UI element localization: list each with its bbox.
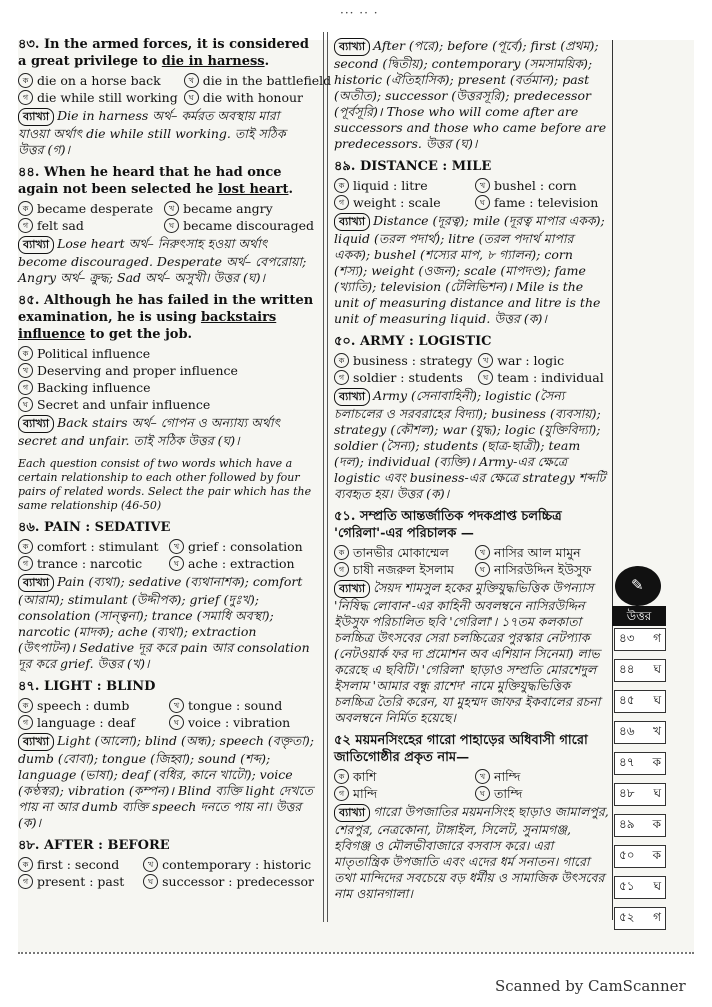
- option: [475, 194, 610, 211]
- question-text: LIGHT : BLIND: [43, 679, 156, 694]
- option-text: নাসিরউদ্দিন ইউসুফ: [494, 562, 592, 577]
- option: [475, 561, 610, 578]
- answer-key-answer: গ: [653, 909, 661, 924]
- option-marker: খ: [184, 73, 199, 88]
- option-text: business : strategy: [353, 353, 473, 368]
- option-text: কাশি: [353, 769, 377, 784]
- explanation-49: [334, 213, 610, 327]
- options-44: [18, 200, 314, 234]
- option-text: trance : narcotic: [37, 556, 143, 571]
- answer-key-answer: ঘ: [653, 661, 661, 676]
- explanation-text: Distance (দূরত্ব); mile (দূরত্ব মাপার একক); liquid (তরল পদার্থ); litre (তরল পদার্থ মাপার একক); bushel (শস্যের মাপ, ৮ গ্যালন); corn (শস্য); weight (ওজন); scale (মাপদণ্ড); fame (খ্যাতি); television (টেলিভিশন)। Mile is the unit of measuring distance and litre is the unit of measuring liquid. উত্তর (ক)।: [334, 213, 605, 326]
- question-45: [18, 292, 314, 343]
- answer-key-question: ৫১: [619, 878, 635, 893]
- answer-key-answer: ক: [652, 847, 661, 862]
- option-marker: ঘ: [143, 874, 158, 889]
- option: [18, 89, 178, 106]
- option: [143, 873, 314, 890]
- options-51: [334, 544, 610, 578]
- answer-key-answer: ঘ: [653, 692, 661, 707]
- option-marker: ঘ: [475, 786, 490, 801]
- option-marker: ক: [18, 857, 33, 872]
- option: [18, 217, 158, 234]
- option-marker: ক: [334, 769, 349, 784]
- page-header-strip: ··· ·· ·: [340, 6, 379, 20]
- answer-key-row: [614, 845, 666, 868]
- option: [334, 785, 469, 802]
- option-marker: ক: [18, 346, 33, 361]
- right-column: [334, 36, 610, 908]
- question-text: When he heard that he had once again not been selected he: [18, 165, 282, 197]
- explanation-tag: ব্যাখ্যা: [18, 415, 54, 433]
- answer-key-row: [614, 814, 666, 837]
- option: [18, 396, 314, 413]
- option-text: became desperate: [37, 201, 154, 216]
- answer-key-answer: ঘ: [653, 878, 661, 893]
- option-marker: খ: [143, 857, 158, 872]
- option-text: voice : vibration: [188, 715, 291, 730]
- option: [334, 369, 472, 386]
- option: [478, 369, 610, 386]
- answer-key-question: ৪৭: [619, 754, 635, 769]
- question-number: ৫১.: [334, 509, 356, 524]
- option-text: felt sad: [37, 218, 84, 233]
- option: [18, 697, 163, 714]
- option: [18, 72, 178, 89]
- answer-key-question: ৪৮: [619, 785, 635, 800]
- question-text: ময়মনসিংহের গারো পাহাড়ের অধিবাসী গারো জাতিগোষ্ঠীর প্রকৃত নাম—: [334, 733, 588, 765]
- option: [169, 697, 314, 714]
- answer-key-row: [614, 659, 666, 682]
- option-marker: ঘ: [169, 715, 184, 730]
- option-text: ache : extraction: [188, 556, 295, 571]
- option: [18, 345, 314, 362]
- explanation-text: Light (আলো); blind (অন্ধ); speech (বক্তৃতা); dumb (বোবা); tongue (জিহ্বা); sound (শব্দ); language (ভাষা); deaf (বধির, কানে খাটো); voice (কণ্ঠস্বর); vibration (কম্পন)। Blind ব্যক্তি light দেখতে পায় না আর dumb ব্যক্তি speech দনতে পায় না। উত্তর (ক)।: [18, 733, 314, 830]
- option-text: first : second: [37, 857, 120, 872]
- option-text: speech : dumb: [37, 698, 130, 713]
- question-number: ৪৭.: [18, 679, 40, 694]
- explanation-tag: ব্যাখ্যা: [334, 804, 370, 822]
- option-marker: ঘ: [18, 397, 33, 412]
- answer-key-row: [614, 876, 666, 899]
- explanation-text: Back stairs অর্থ– গোপন ও অন্যায্য অর্থাৎ secret and unfair. তাই সঠিক উত্তর (ঘ)।: [18, 415, 281, 448]
- explanation-tag: ব্যাখ্যা: [18, 733, 54, 751]
- option-marker: গ: [334, 786, 349, 801]
- question-number: ৪৪.: [18, 165, 40, 180]
- explanation-52: [334, 804, 610, 902]
- option-text: fame : television: [494, 195, 599, 210]
- option-text: নাসির আল মামুন: [494, 545, 581, 560]
- option: [18, 200, 158, 217]
- underlined-phrase: lost heart: [217, 182, 289, 197]
- option-marker: ক: [18, 73, 33, 88]
- question-number: ৪৬.: [18, 520, 40, 535]
- option-text: Deserving and proper influence: [37, 363, 238, 378]
- option-marker: ক: [18, 698, 33, 713]
- option: [475, 768, 610, 785]
- option-text: grief : consolation: [188, 539, 303, 554]
- option-marker: খ: [18, 363, 33, 378]
- options-49: [334, 177, 610, 211]
- answer-key-question: ৪৫: [619, 692, 635, 707]
- explanation-44: [18, 236, 314, 286]
- question-47: [18, 678, 314, 695]
- option-marker: ঘ: [475, 562, 490, 577]
- option: [18, 873, 137, 890]
- explanation-tag: ব্যাখ্যা: [334, 213, 370, 231]
- question-number: ৪৯.: [334, 159, 356, 174]
- answer-key-row: [614, 690, 666, 713]
- option: [334, 177, 469, 194]
- option-text: tongue : sound: [188, 698, 283, 713]
- answer-key-answer: ক: [652, 816, 661, 831]
- option-marker: গ: [334, 370, 349, 385]
- option-marker: গ: [18, 715, 33, 730]
- option-text: present : past: [37, 874, 125, 889]
- option-text: contemporary : historic: [162, 857, 312, 872]
- option-text: মান্দি: [353, 786, 378, 801]
- answer-key-question: ৫২: [619, 909, 635, 924]
- left-column: [18, 36, 332, 891]
- option-marker: গ: [18, 380, 33, 395]
- options-43: [18, 72, 332, 106]
- option: [18, 538, 163, 555]
- option: [475, 544, 610, 561]
- option: [169, 714, 314, 731]
- option-marker: ক: [18, 539, 33, 554]
- explanation-text: After (পরে); before (পূর্বে); first (প্রথম); second (দ্বিতীয়); contemporary (সমসাময়িক); historic (ঐতিহাসিক); present (বর্তমান); past (অতীত); successor (উত্তরসূরি); predecessor (পূর্বসূরি)। Those who will come after are successors and those who came before are predecessors. উত্তর (ঘ)।: [334, 38, 607, 151]
- question-text: Although he has failed in the written examination, he is using: [18, 293, 314, 325]
- question-number: ৪৮.: [18, 838, 40, 853]
- option-text: language : deaf: [37, 715, 136, 730]
- question-text: AFTER : BEFORE: [43, 838, 170, 853]
- option: [334, 768, 469, 785]
- question-48: [18, 837, 314, 854]
- option-marker: খ: [169, 539, 184, 554]
- answer-key-row: [614, 907, 666, 930]
- option-marker: গ: [334, 562, 349, 577]
- answer-key-answer: ক: [652, 754, 661, 769]
- underlined-phrase: backstairs influence: [18, 310, 277, 342]
- option-text: Secret and unfair influence: [37, 397, 211, 412]
- option-text: bushel : corn: [494, 178, 577, 193]
- answer-key-row: [614, 721, 666, 744]
- explanation-51: [334, 580, 610, 726]
- option-text: die with honour: [202, 90, 304, 105]
- question-text: DISTANCE : MILE: [359, 159, 492, 174]
- option-text: die while still working: [37, 90, 178, 105]
- answer-key-answer: গ: [653, 630, 661, 645]
- explanation-43: [18, 108, 314, 158]
- option: [334, 544, 469, 561]
- option-text: liquid : litre: [353, 178, 428, 193]
- question-50: [334, 333, 610, 350]
- option-marker: খ: [478, 353, 493, 368]
- explanation-text: Pain (ব্যথা); sedative (ব্যথানাশক); comfort (আরাম); stimulant (উদ্দীপক); grief (দুঃখ); consolation (সান্ত্বনা); trance (সমাধি অবস্থা); narcotic (মাদক); ache (ব্যথা); extraction (উৎপাটন)। Sedative দূর করে pain আর consolation দূর করে grief. উত্তর (খ)।: [18, 574, 310, 671]
- explanation-tag: ব্যাখ্যা: [334, 580, 370, 598]
- answer-key-question: ৪৬: [619, 723, 635, 738]
- option: [475, 785, 610, 802]
- option: [18, 856, 137, 873]
- option-text: তাম্দি: [494, 786, 523, 801]
- underlined-phrase: die in harness: [161, 54, 265, 69]
- option: [18, 379, 314, 396]
- option: [334, 352, 472, 369]
- option-text: die in the battlefield: [202, 73, 332, 88]
- scanner-watermark: Scanned by CamScanner: [495, 977, 686, 995]
- answer-key-question: ৪৩: [619, 630, 635, 645]
- answer-key-row: [614, 783, 666, 806]
- option-marker: খ: [475, 545, 490, 560]
- options-47: [18, 697, 314, 731]
- options-48: [18, 856, 314, 890]
- answer-key-question: ৪৪: [619, 661, 635, 676]
- question-52: [334, 732, 610, 766]
- question-number: ৫২: [334, 733, 351, 748]
- option-marker: গ: [334, 195, 349, 210]
- option: [334, 561, 469, 578]
- option-text: became discouraged: [183, 218, 314, 233]
- answer-key-question: ৫০: [619, 847, 635, 862]
- option-marker: ঘ: [478, 370, 493, 385]
- explanation-46: [18, 574, 314, 672]
- option-text: Political influence: [37, 346, 151, 361]
- option: [164, 217, 314, 234]
- explanation-text: গারো উপজাতির ময়মনসিংহ ছাড়াও জামালপুর, শেরপুর, নেত্রকোনা, টাঙ্গাইল, সিলেট, সুনামগঞ্জ, হবিগঞ্জ ও মৌলভীবাজারে বসবাস করে। এরা মাতৃতান্ত্রিক উপজাতি এবং এদের ধর্ম সনাতন। গারো তথা মান্দিদের সবচেয়ে বড় ধর্মীয় ও সামাজিক উৎসবের নাম ওয়ানগালা।: [334, 804, 609, 901]
- option: [334, 194, 469, 211]
- option: [143, 856, 314, 873]
- explanation-50: [334, 388, 610, 502]
- question-46: [18, 519, 314, 536]
- question-number: ৪৫.: [18, 293, 40, 308]
- question-44: [18, 164, 314, 198]
- options-52: [334, 768, 610, 802]
- option-marker: গ: [18, 90, 33, 105]
- answer-key-question: ৪৯: [619, 816, 635, 831]
- explanation-text: সৈয়দ শামসুল হকের মুক্তিযুদ্ধভিত্তিক উপন্যাস 'নিষিদ্ধ লোবান'-এর কাহিনী অবলম্বনে নাসিরউদ্দিন ইউসুফ পরিচালিত ছবি 'গেরিলা'। ১৭তম কলকাতা চলচ্চিত্র উৎসবের সেরা চলচ্চিত্রের পুরস্কার নেটপ্যাক (নেটওয়ার্ক ফর দ্য প্রমোশন অব এশিয়ান সিনেমা) লাভ করেছে এ ছবিটি। 'গেরিলা' ছাড়াও সম্প্রতি মোরশেদুল ইসলাম 'আমার বন্ধু রাশেদ' নামে মুক্তিযুদ্ধভিত্তিক চলচ্চিত্র তৈরি করেন, যা মুহম্মদ জাফর ইকবালের রচনা অবলম্বনে নির্মিত হয়েছে।: [334, 580, 601, 725]
- question-text: In the armed forces, it is considered a great privilege to: [18, 37, 309, 69]
- option-text: die on a horse back: [37, 73, 161, 88]
- option-marker: ঘ: [169, 556, 184, 571]
- question-51: [334, 508, 610, 542]
- explanation-text: Army (সেনাবাহিনী); logistic (সৈন্য চলাচলের ও সরবরাহের বিদ্যা); business (ব্যবসায়); strategy (কৌশল); war (যুদ্ধ); logic (যুক্তিবিদ্যা); soldier (সৈন্য); students (ছাত্র-ছাত্রী); team (দল); individual (ব্যক্তি)। Army-এর ক্ষেত্রে logistic এবং business-এর ক্ষেত্রে strategy শব্দটি ব্যবহৃত হয়। উত্তর (ক)।: [334, 388, 606, 501]
- option-marker: খ: [475, 178, 490, 193]
- explanation-45: [18, 415, 314, 449]
- explanation-text: Die in harness অর্থ– কর্মরত অবস্থায় মারা যাওয়া অর্থাৎ die while still working. তাই সঠিক উত্তর (গ)।: [18, 108, 286, 157]
- explanation-tag: ব্যাখ্যা: [334, 38, 370, 56]
- option-text: successor : predecessor: [162, 874, 314, 889]
- question-number: ৪৩.: [18, 37, 40, 52]
- option: [18, 714, 163, 731]
- option-text: became angry: [183, 201, 273, 216]
- explanation-tag: ব্যাখ্যা: [18, 108, 54, 126]
- option-text: Backing influence: [37, 380, 151, 395]
- option-marker: গ: [18, 218, 33, 233]
- options-45: [18, 345, 314, 413]
- option-text: নাম্দি: [494, 769, 521, 784]
- option: [169, 538, 314, 555]
- option-marker: ক: [334, 353, 349, 368]
- option-marker: খ: [169, 698, 184, 713]
- option: [475, 177, 610, 194]
- option-text: team : individual: [497, 370, 604, 385]
- option: [18, 362, 314, 379]
- explanation-text: Lose heart অর্থ– নিরুৎসাহ হওয়া অর্থাৎ become discouraged. Desperate অর্থ– বেপরোয়া; Angry অর্থ– ক্রুদ্ধ; Sad অর্থ– অসুখী। উত্তর (ঘ)।: [18, 236, 307, 285]
- option: [478, 352, 610, 369]
- option: [184, 72, 331, 89]
- explanation-tag: ব্যাখ্যা: [334, 388, 370, 406]
- option: [184, 89, 331, 106]
- option: [169, 555, 314, 572]
- option-marker: গ: [18, 556, 33, 571]
- option-text: war : logic: [497, 353, 565, 368]
- option: [164, 200, 314, 217]
- option-text: তানভীর মোকাম্মেল: [353, 545, 449, 560]
- option-text: soldier : students: [353, 370, 463, 385]
- option-marker: খ: [164, 201, 179, 216]
- answer-key-row: [614, 752, 666, 775]
- question-text: ARMY : LOGISTIC: [359, 334, 492, 349]
- pen-icon: ✎: [631, 576, 644, 594]
- question-43: [18, 36, 314, 70]
- column-divider: [323, 32, 328, 922]
- question-text-end: .: [264, 54, 270, 69]
- option-marker: ঘ: [184, 90, 199, 105]
- question-text-end: to get the job.: [85, 327, 193, 342]
- question-text: সম্প্রতি আন্তর্জাতিক পদকপ্রাপ্ত চলচ্চিত্র 'গেরিলা'-এর পরিচালক —: [334, 509, 562, 541]
- options-50: [334, 352, 610, 386]
- option-marker: খ: [475, 769, 490, 784]
- option-marker: ঘ: [164, 218, 179, 233]
- explanation-tag: ব্যাখ্যা: [18, 236, 54, 254]
- answer-key-answer: খ: [653, 723, 661, 738]
- page-bottom-border: [18, 952, 694, 960]
- question-text-end: .: [288, 182, 293, 197]
- explanation-tag: ব্যাখ্যা: [18, 574, 54, 592]
- option-text: comfort : stimulant: [37, 539, 159, 554]
- option-text: চাষী নজরুল ইসলাম: [353, 562, 454, 577]
- section-instruction: Each question consist of two words which have a certain relationship to each other followed by four pairs of related words. Select the pair which has the same relationship (46-50): [18, 457, 312, 512]
- option-marker: ক: [334, 178, 349, 193]
- answer-key-answer: ঘ: [653, 785, 661, 800]
- question-number: ৫০.: [334, 334, 356, 349]
- option-text: weight : scale: [353, 195, 441, 210]
- answer-key-label: উত্তর: [612, 606, 666, 626]
- option: [18, 555, 163, 572]
- explanation-48: [334, 38, 610, 152]
- option-marker: ক: [334, 545, 349, 560]
- answer-key-row: [614, 628, 666, 651]
- option-marker: ক: [18, 201, 33, 216]
- options-46: [18, 538, 314, 572]
- question-49: [334, 158, 610, 175]
- option-marker: ঘ: [475, 195, 490, 210]
- question-text: PAIN : SEDATIVE: [43, 520, 171, 535]
- option-marker: গ: [18, 874, 33, 889]
- explanation-47: [18, 733, 314, 831]
